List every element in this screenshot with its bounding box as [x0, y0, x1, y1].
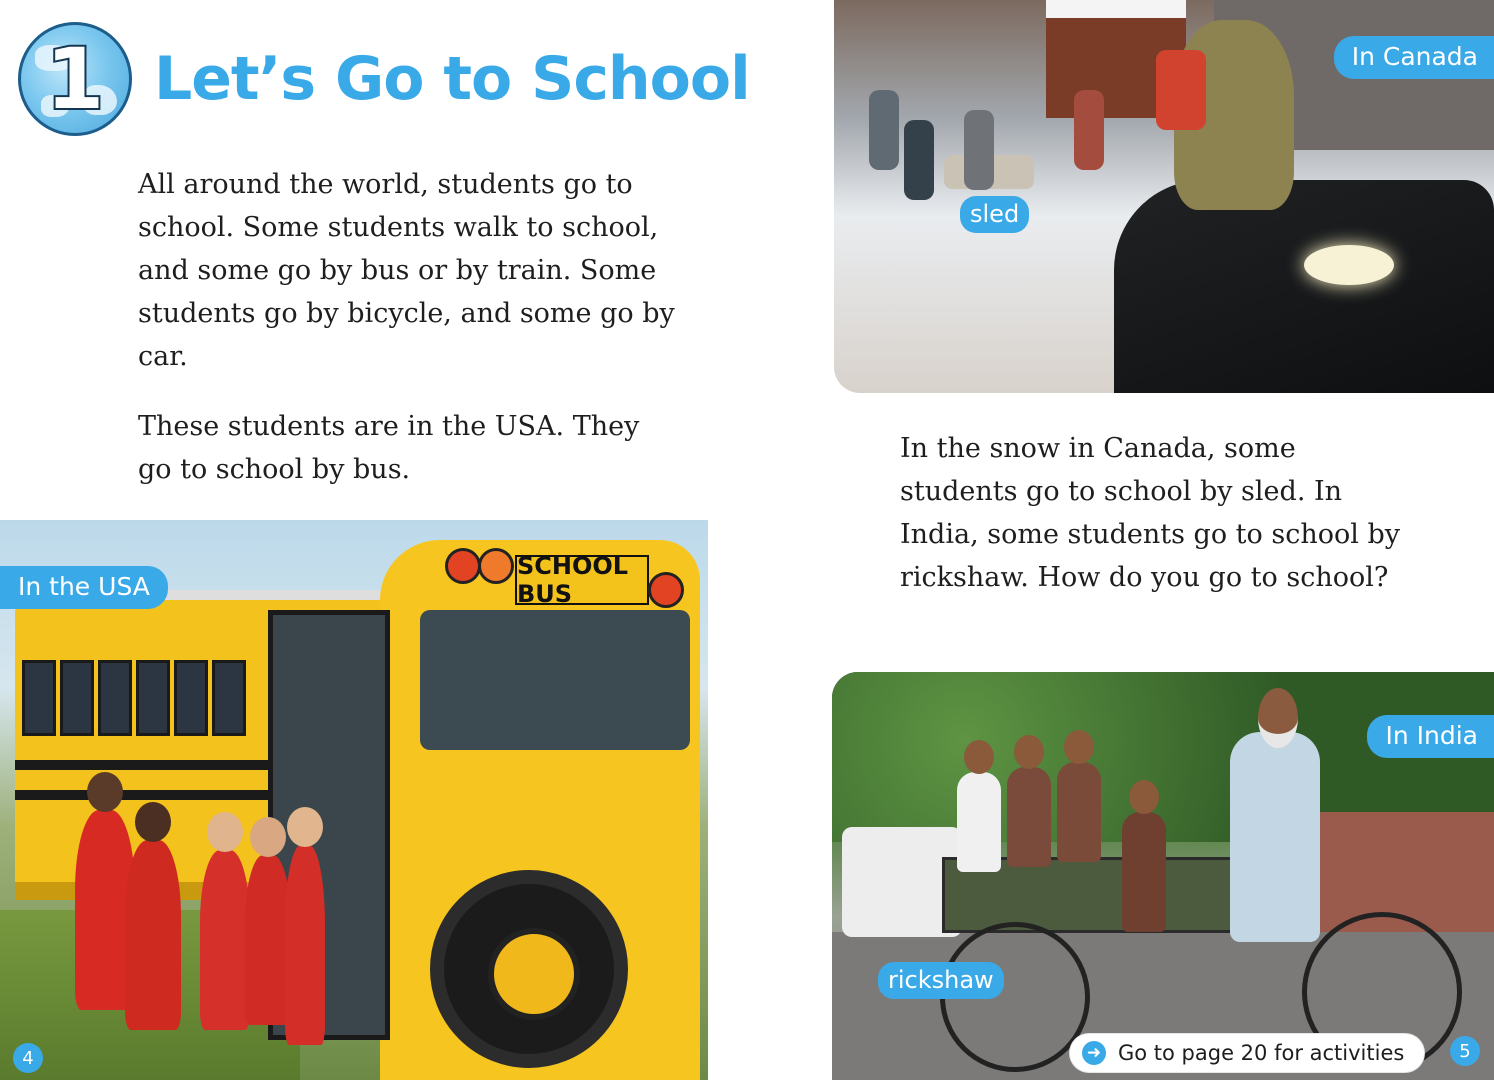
usa-paragraph: These students are in the USA. They go to school by bus. — [138, 411, 640, 485]
activity-link-text: Go to page 20 for activities — [1118, 1041, 1405, 1065]
chapter-number: 1 — [45, 30, 105, 128]
school-bus-sign: SCHOOL BUS — [515, 555, 649, 605]
page-number-left: 4 — [13, 1043, 43, 1073]
chapter-badge-globe-icon — [18, 22, 132, 136]
photo-label-usa: In the USA — [0, 566, 168, 609]
chapter-title: Let’s Go to School — [154, 44, 750, 114]
activity-link[interactable] — [1070, 1034, 1424, 1072]
sled-label: sled — [960, 196, 1029, 233]
photo-label-india: In India — [1367, 715, 1494, 758]
page-number-right: 5 — [1450, 1036, 1480, 1066]
canada-india-paragraph: In the snow in Canada, some students go to school by sled. In India, some students go to school by rickshaw. How do you go to school? — [900, 433, 1400, 593]
intro-paragraph: All around the world, students go to school. Some students walk to school, and some go by bus or by train. Some students go by bicycle, and some go by car. — [138, 169, 675, 372]
photo-label-canada: In Canada — [1334, 36, 1494, 79]
arrow-right-icon: ➜ — [1082, 1041, 1106, 1065]
rickshaw-label: rickshaw — [878, 962, 1004, 999]
